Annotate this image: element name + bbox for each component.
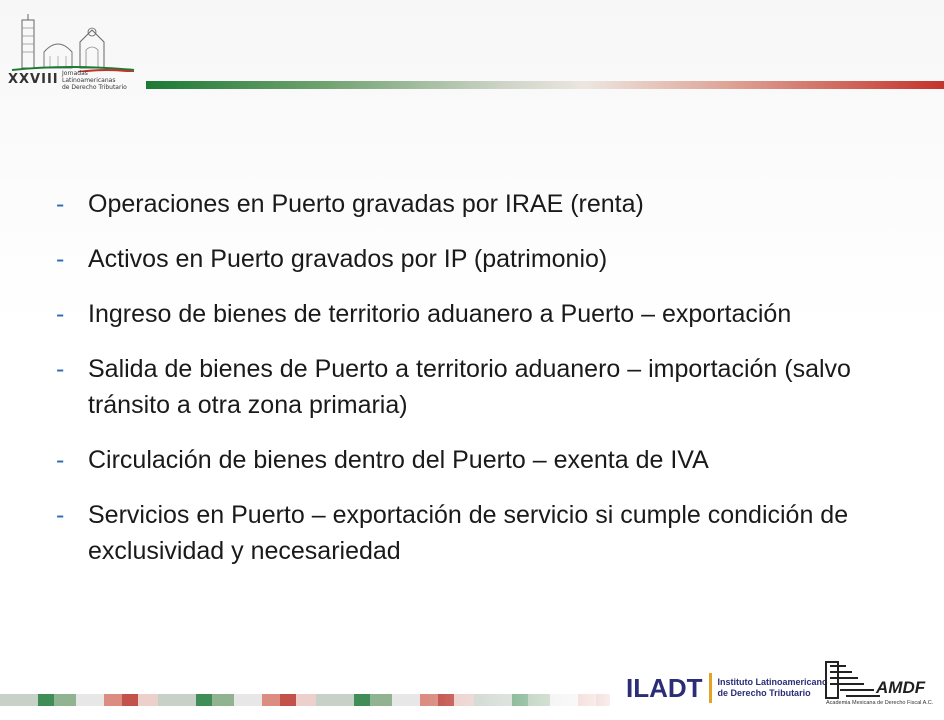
monuments-illustration-icon	[8, 12, 138, 72]
amdf-caption: Academia Mexicana de Derecho Fiscal A.C.	[826, 700, 934, 706]
bullet-dash: -	[56, 300, 65, 328]
logo-numeral: XXVIII	[8, 72, 59, 87]
bullet-item	[56, 296, 896, 332]
amdf-wordmark: AMDF	[876, 678, 926, 697]
amdf-logo	[824, 656, 936, 716]
bullet-text: Operaciones en Puerto gravadas por IRAE (renta)	[88, 190, 644, 218]
iladt-caption-line2: de Derecho Tributario	[717, 688, 811, 698]
bullet-dash: -	[56, 446, 65, 474]
bullet-text: Ingreso de bienes de territorio aduanero a Puerto – exportación	[88, 300, 792, 328]
bullet-item	[56, 442, 896, 478]
logo-caption-line2: de Derecho Tributario	[62, 84, 127, 91]
iladt-logo	[626, 670, 828, 706]
amdf-emblem-icon	[824, 658, 884, 702]
iladt-caption	[718, 677, 828, 699]
bullet-dash: -	[56, 245, 65, 273]
bullet-list	[56, 186, 896, 588]
bullet-item	[56, 497, 896, 569]
logo-caption	[62, 70, 142, 91]
bullet-text: Salida de bienes de Puerto a territorio aduanero – importación (salvo tránsito a otra zona primaria)	[88, 355, 851, 419]
bullet-item	[56, 351, 896, 423]
footer-stripe-bar	[0, 694, 610, 706]
bullet-item	[56, 186, 896, 222]
iladt-separator	[709, 673, 712, 703]
bullet-text: Circulación de bienes dentro del Puerto – exenta de IVA	[88, 446, 709, 474]
bullet-dash: -	[56, 355, 65, 383]
bullet-dash: -	[56, 190, 65, 218]
bullet-dash: -	[56, 501, 65, 529]
iladt-wordmark: ILADT	[626, 672, 703, 703]
header-gradient-bar	[146, 81, 944, 89]
bullet-text: Activos en Puerto gravados por IP (patrimonio)	[88, 245, 608, 273]
iladt-caption-line1: Instituto Latinoamericano	[717, 677, 828, 687]
bullet-item	[56, 241, 896, 277]
bullet-text: Servicios en Puerto – exportación de servicio si cumple condición de exclusividad y necesariedad	[88, 501, 849, 565]
logo-caption-line1: Jornadas Latinoamericanas	[62, 70, 116, 84]
